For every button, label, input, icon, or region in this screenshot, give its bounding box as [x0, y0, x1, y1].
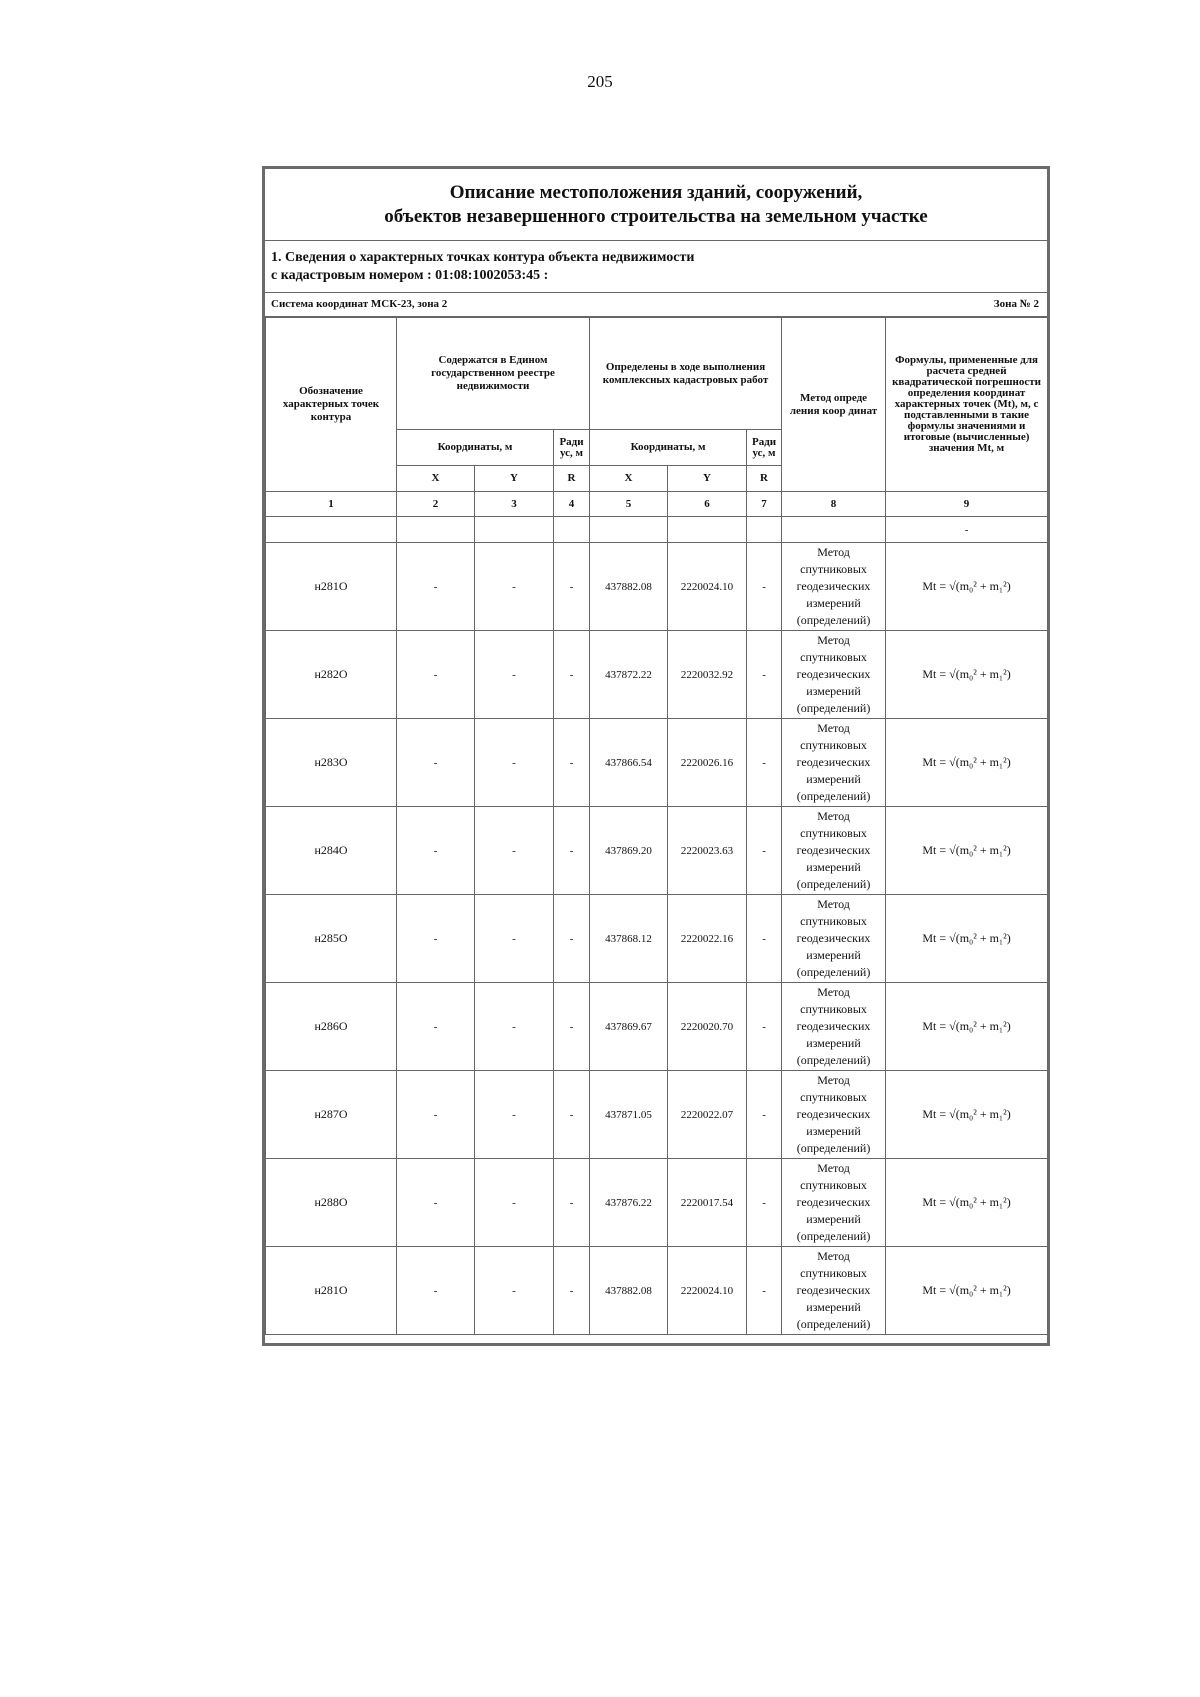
point-label: н283О	[266, 719, 397, 807]
radius: -	[747, 983, 782, 1071]
method-text: Метод спутниковых геодезических измерений (определений)	[782, 631, 886, 719]
table-row	[266, 1159, 1048, 1247]
radius: -	[747, 631, 782, 719]
header-points: Обозначение характерных точек контура	[266, 318, 397, 492]
egrn-y: -	[475, 719, 554, 807]
column-number: 7	[747, 492, 782, 517]
egrn-x: -	[397, 631, 475, 719]
coord-x: 437882.08	[590, 1247, 668, 1335]
egrn-y: -	[475, 1159, 554, 1247]
header-coords-egrn: Координаты, м	[397, 430, 554, 466]
egrn-r: -	[554, 1159, 590, 1247]
header-radius-cadastral: Ради ус, м	[747, 430, 782, 466]
method-text: Метод спутниковых геодезических измерений (определений)	[782, 807, 886, 895]
coord-y: 2220024.10	[668, 1247, 747, 1335]
egrn-r: -	[554, 631, 590, 719]
egrn-y: -	[475, 807, 554, 895]
coord-y: 2220024.10	[668, 543, 747, 631]
coord-y: 2220023.63	[668, 807, 747, 895]
point-label: н281О	[266, 543, 397, 631]
header-coords-cadastral: Координаты, м	[590, 430, 747, 466]
coordinates-table	[265, 317, 1048, 1335]
title-line-2: объектов незавершенного строительства на земельном участке	[384, 206, 928, 227]
formula-text: Mt = √(m₀² + m₁²)	[886, 1247, 1048, 1335]
egrn-r: -	[554, 719, 590, 807]
method-text: Метод спутниковых геодезических измерений (определений)	[782, 983, 886, 1071]
radius: -	[747, 807, 782, 895]
header-cadastral: Определены в ходе выполнения комплексных кадастровых работ	[590, 318, 782, 430]
formula-text: Mt = √(m₀² + m₁²)	[886, 895, 1048, 983]
document-title	[265, 169, 1047, 241]
table-row	[266, 983, 1048, 1071]
coord-x: 437869.20	[590, 807, 668, 895]
page-number: 205	[587, 72, 613, 91]
coord-y: 2220022.07	[668, 1071, 747, 1159]
formula-text: Mt = √(m₀² + m₁²)	[886, 543, 1048, 631]
coord-y: 2220026.16	[668, 719, 747, 807]
table-row	[266, 719, 1048, 807]
header-radius-egrn: Ради ус, м	[554, 430, 590, 466]
method-text: Метод спутниковых геодезических измерений (определений)	[782, 1159, 886, 1247]
method-text: Метод спутниковых геодезических измерений (определений)	[782, 719, 886, 807]
table-row	[266, 1071, 1048, 1159]
point-label: н288О	[266, 1159, 397, 1247]
method-text: Метод спутниковых геодезических измерений (определений)	[782, 895, 886, 983]
egrn-r: -	[554, 807, 590, 895]
radius: -	[747, 719, 782, 807]
header-egrn: Содержатся в Едином государственном реестре недвижимости	[397, 318, 590, 430]
radius: -	[747, 1071, 782, 1159]
point-label: н285О	[266, 895, 397, 983]
egrn-x: -	[397, 807, 475, 895]
section-line-2: с кадастровым номером : 01:08:1002053:45 :	[271, 268, 549, 283]
egrn-r: -	[554, 895, 590, 983]
point-label: н287О	[266, 1071, 397, 1159]
coord-y: 2220017.54	[668, 1159, 747, 1247]
column-number: 9	[886, 492, 1048, 517]
egrn-r: -	[554, 1071, 590, 1159]
table-row	[266, 543, 1048, 631]
column-number: 3	[475, 492, 554, 517]
egrn-x: -	[397, 1159, 475, 1247]
egrn-r: -	[554, 983, 590, 1071]
column-number: 5	[590, 492, 668, 517]
coord-x: 437866.54	[590, 719, 668, 807]
empty-row-mark: -	[886, 517, 1048, 543]
egrn-r: -	[554, 543, 590, 631]
header-x-egrn: X	[397, 466, 475, 492]
egrn-y: -	[475, 983, 554, 1071]
column-numbers-row	[266, 492, 1048, 517]
formula-text: Mt = √(m₀² + m₁²)	[886, 719, 1048, 807]
radius: -	[747, 895, 782, 983]
egrn-y: -	[475, 1247, 554, 1335]
header-formula: Формулы, примененные для расчета средней квадратической погрешности определения координат характерных точек (Mt), м, с подставленными в такие формулы значениями и итоговые (вычисленные) значения Mt, м	[886, 318, 1048, 492]
data-rows	[266, 543, 1048, 1335]
egrn-x: -	[397, 1247, 475, 1335]
radius: -	[747, 543, 782, 631]
point-label: н281О	[266, 1247, 397, 1335]
egrn-x: -	[397, 895, 475, 983]
header-method: Метод опреде ления коор динат	[782, 318, 886, 492]
section-line-1: 1. Сведения о характерных точках контура объекта недвижимости	[271, 250, 695, 265]
point-label: н284О	[266, 807, 397, 895]
coordinate-system: Система координат МСК-23, зона 2	[271, 298, 448, 310]
egrn-y: -	[475, 631, 554, 719]
coordinate-system-row	[265, 293, 1047, 317]
formula-text: Mt = √(m₀² + m₁²)	[886, 1159, 1048, 1247]
egrn-y: -	[475, 895, 554, 983]
table-row	[266, 1247, 1048, 1335]
coord-x: 437869.67	[590, 983, 668, 1071]
column-number: 8	[782, 492, 886, 517]
column-number: 4	[554, 492, 590, 517]
header-y-egrn: Y	[475, 466, 554, 492]
table-row	[266, 631, 1048, 719]
coord-x: 437871.05	[590, 1071, 668, 1159]
coord-x: 437876.22	[590, 1159, 668, 1247]
coord-y: 2220032.92	[668, 631, 747, 719]
egrn-x: -	[397, 1071, 475, 1159]
coord-y: 2220022.16	[668, 895, 747, 983]
egrn-x: -	[397, 983, 475, 1071]
method-text: Метод спутниковых геодезических измерений (определений)	[782, 543, 886, 631]
column-number: 2	[397, 492, 475, 517]
formula-text: Mt = √(m₀² + m₁²)	[886, 1071, 1048, 1159]
document-sheet	[262, 166, 1050, 1346]
coord-x: 437868.12	[590, 895, 668, 983]
formula-text: Mt = √(m₀² + m₁²)	[886, 983, 1048, 1071]
point-label: н286О	[266, 983, 397, 1071]
title-line-1: Описание местоположения зданий, сооружений,	[449, 182, 863, 203]
table-row	[266, 895, 1048, 983]
header-y-cadastral: Y	[668, 466, 747, 492]
header-x-cadastral: X	[590, 466, 668, 492]
egrn-y: -	[475, 1071, 554, 1159]
method-text: Метод спутниковых геодезических измерений (определений)	[782, 1071, 886, 1159]
egrn-r: -	[554, 1247, 590, 1335]
section-heading	[265, 241, 1047, 293]
point-label: н282О	[266, 631, 397, 719]
egrn-x: -	[397, 719, 475, 807]
header-r-egrn: R	[554, 466, 590, 492]
coord-x: 437882.08	[590, 543, 668, 631]
table-row	[266, 807, 1048, 895]
column-number: 6	[668, 492, 747, 517]
empty-row	[266, 517, 1048, 543]
radius: -	[747, 1247, 782, 1335]
formula-text: Mt = √(m₀² + m₁²)	[886, 807, 1048, 895]
egrn-x: -	[397, 543, 475, 631]
header-r-cadastral: R	[747, 466, 782, 492]
egrn-y: -	[475, 543, 554, 631]
method-text: Метод спутниковых геодезических измерений (определений)	[782, 1247, 886, 1335]
table-bottom-strip	[265, 1335, 1047, 1343]
formula-text: Mt = √(m₀² + m₁²)	[886, 631, 1048, 719]
coord-y: 2220020.70	[668, 983, 747, 1071]
column-number: 1	[266, 492, 397, 517]
coord-x: 437872.22	[590, 631, 668, 719]
radius: -	[747, 1159, 782, 1247]
zone-label: Зона № 2	[993, 298, 1039, 310]
